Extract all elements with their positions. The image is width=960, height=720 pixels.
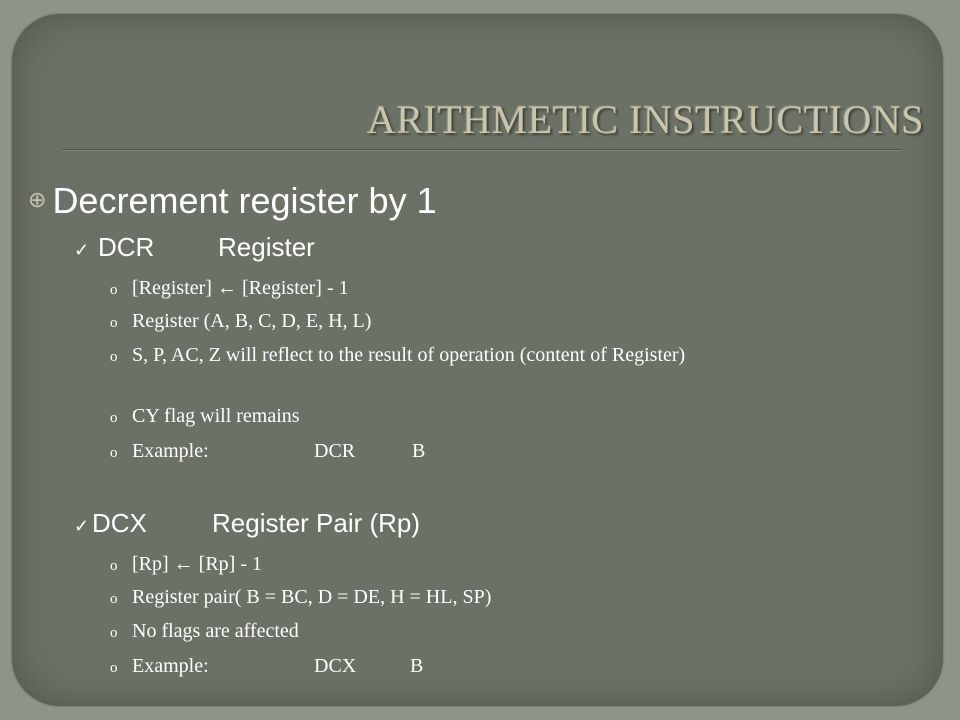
check-icon: ✓ xyxy=(74,240,90,260)
bullet-o: o xyxy=(110,558,118,574)
bullet-o: o xyxy=(110,315,118,331)
bullet-o: o xyxy=(110,625,118,641)
circled-plus-icon: ⊕ xyxy=(28,187,47,212)
bullet-o: o xyxy=(110,591,118,607)
list-item xyxy=(110,620,850,645)
example-label: Example: xyxy=(132,655,209,677)
example-operand: B xyxy=(412,440,426,462)
list-item xyxy=(110,553,850,578)
example-mnemonic: DCR xyxy=(314,440,356,462)
example-row xyxy=(110,440,850,465)
bullet-o: o xyxy=(110,660,118,676)
item-text: Register pair( B = BC, D = DE, H = HL, SP) xyxy=(132,586,492,608)
bullet-o: o xyxy=(110,282,118,298)
list-item xyxy=(110,277,850,302)
item-text: [Rp] ← [Rp] - 1 xyxy=(132,553,262,575)
heading-row xyxy=(28,180,437,222)
item-text: S, P, AC, Z will reflect to the result of operation (content of Register) xyxy=(132,344,686,366)
slide-title: ARITHMETIC INSTRUCTIONS xyxy=(366,97,924,142)
list-item xyxy=(110,586,850,611)
item-text: Register (A, B, C, D, E, H, L) xyxy=(132,310,372,332)
item-text: [Register] ← [Register] - 1 xyxy=(132,277,349,299)
title-divider xyxy=(62,149,902,151)
section-mnemonic: DCR xyxy=(98,232,155,262)
example-operand: B xyxy=(410,655,424,677)
example-mnemonic: DCX xyxy=(314,655,357,677)
heading-text: Decrement register by 1 xyxy=(52,180,437,221)
example-label: Example: xyxy=(132,440,209,462)
bullet-o: o xyxy=(110,445,118,461)
section-operand: Register xyxy=(218,232,315,262)
check-icon: ✓ xyxy=(74,516,90,536)
bullet-o: o xyxy=(110,349,118,365)
example-row xyxy=(110,655,850,680)
section-dcx xyxy=(74,508,420,539)
item-text: No flags are affected xyxy=(132,620,299,642)
list-item xyxy=(110,310,850,335)
section-mnemonic: DCX xyxy=(92,508,147,538)
list-item xyxy=(110,405,850,430)
section-dcr xyxy=(74,232,315,263)
item-text: CY flag will remains xyxy=(132,405,300,427)
list-item xyxy=(110,344,850,369)
bullet-o: o xyxy=(110,410,118,426)
section-operand: Register Pair (Rp) xyxy=(212,508,421,538)
